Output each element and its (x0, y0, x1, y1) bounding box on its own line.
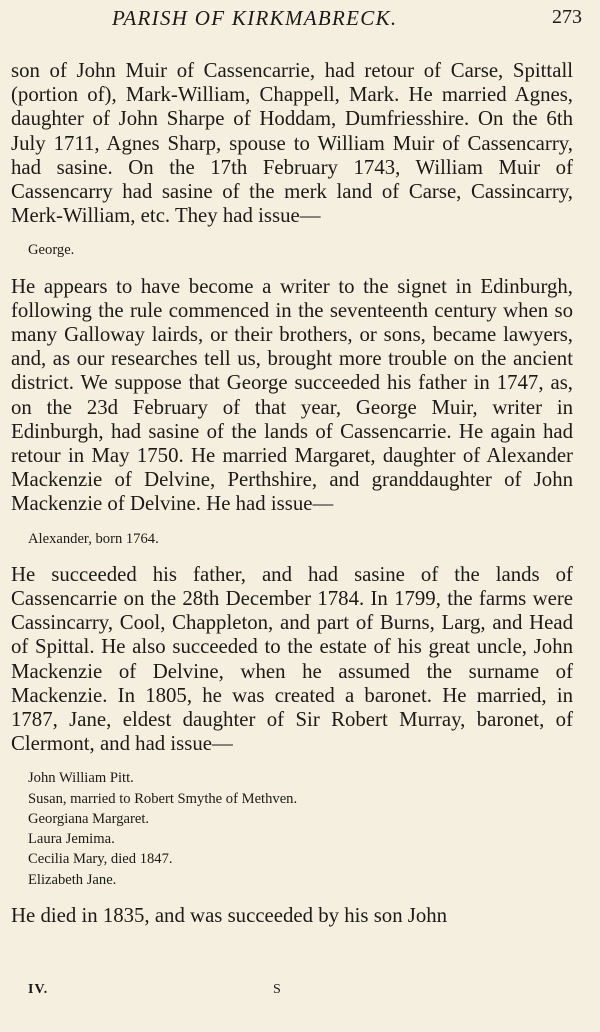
signature-mark: S (273, 982, 281, 997)
issue-item: John William Pitt. (28, 770, 134, 787)
issue-item: George. (28, 242, 75, 259)
running-title: PARISH OF KIRKMABRECK. (112, 6, 398, 30)
issue-list-george (28, 529, 573, 549)
paragraph-muir-retour: son of John Muir of Cassencarrie, had retour of Carse, Spittall (portion of), Mark-William, Chappell, Mark. He married Agnes, daughter of John Sharpe of Hoddam, Dumfriesshire. On the 6th July 1711, Agnes Sharp, spouse to William Muir of Cassencarry, had sasine. On the 17th February 1743, William Muir of Cassencarry had sasine of the merk land of Carse, Cassincarry, Merk-William, etc. They had issue— (11, 59, 573, 228)
paragraph-george: He appears to have become a writer to the signet in Edinburgh, following the rule commenced in the seventeenth century when so many Galloway lairds, or their brothers, or sons, became lawyers, and, as our researches tell us, brought more trouble on the ancient district. We suppose that George succeeded his father in 1747, as, on the 23d February of that year, George Muir, writer in Edinburgh, had sasine of the lands of Cassencarrie. He again had retour in May 1750. He married Margaret, daughter of Alexander Mackenzie of Delvine, Perthshire, and granddaughter of John Mackenzie of Delvine. He had issue— (11, 274, 573, 516)
issue-list-alexander (28, 768, 573, 889)
issue-item: Alexander, born 1764. (28, 530, 159, 547)
issue-item: Cecilia Mary, died 1847. (28, 851, 173, 868)
body-text (11, 59, 573, 928)
running-head (0, 6, 600, 32)
paragraph-death-1835: He died in 1835, and was succeeded by his son John (11, 903, 448, 927)
paragraph-alexander: He succeeded his father, and had sasine of the lands of Cassencarrie on the 28th December 1784. In 1799, the farms were Cassincarry, Cool, Chappleton, and part of Burns, Larg, and Head of Spittal. He also succeeded to the estate of his great uncle, John Mackenzie of Delvine, when he assumed the surname of Mackenzie. In 1805, he was created a baronet. He married, in 1787, Jane, eldest daughter of Sir Robert Murray, baronet, of Clermont, and had issue— (11, 562, 573, 756)
page-footer (0, 982, 600, 1004)
issue-item: Susan, married to Robert Smythe of Methven. (28, 790, 298, 807)
issue-item: Laura Jemima. (28, 831, 115, 848)
volume-mark: IV. (28, 982, 49, 997)
issue-item: Georgiana Margaret. (28, 810, 150, 827)
issue-list-william (28, 240, 573, 260)
page-number: 273 (552, 6, 582, 28)
issue-item: Elizabeth Jane. (28, 871, 117, 888)
